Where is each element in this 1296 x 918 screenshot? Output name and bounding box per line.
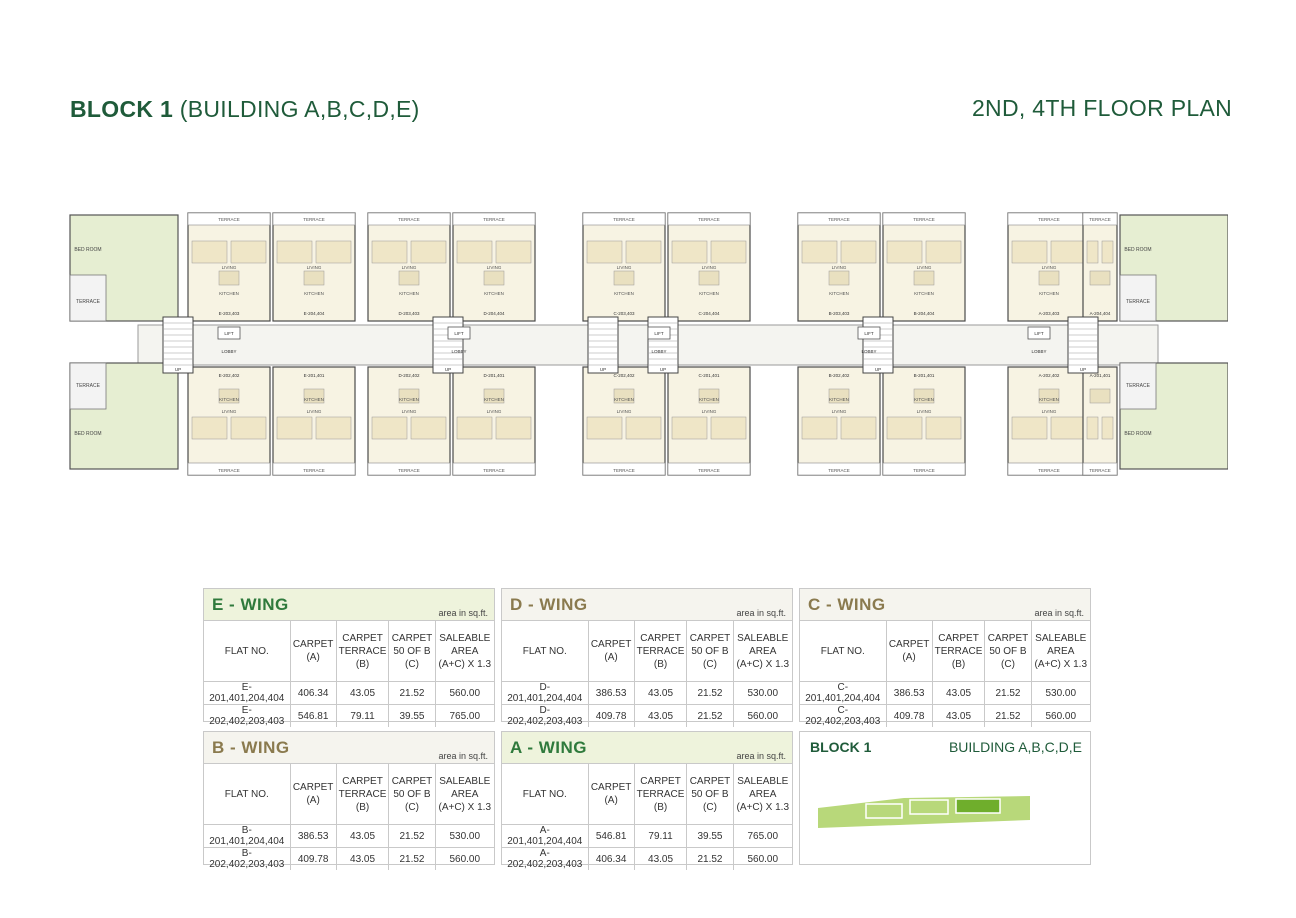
e-wing-table	[203, 588, 495, 727]
column-header: SALEABLE AREA (A+C) X 1.3	[1031, 621, 1090, 682]
wing-title: D - WING	[510, 595, 588, 614]
area-cell: 43.05	[336, 848, 389, 871]
stair-core	[163, 317, 193, 373]
room-label: TERRACE	[303, 217, 325, 222]
unit-label: D-203,403	[398, 311, 420, 316]
room-label: BED ROOM	[74, 247, 102, 253]
room-label: LIVING	[701, 409, 717, 414]
area-cell: 21.52	[687, 848, 733, 871]
area-cell: 21.52	[985, 705, 1031, 728]
room-label: LIVING	[306, 409, 322, 414]
flat-unit	[1008, 367, 1090, 475]
key-plan-block: BLOCK 1	[810, 739, 872, 755]
room-label: KITCHEN	[829, 397, 849, 402]
floor-plan-title: 2ND, 4TH FLOOR PLAN	[971, 95, 1232, 121]
c-wing-table	[799, 588, 1091, 727]
area-cell: 409.78	[886, 705, 932, 728]
area-cell: 530.00	[435, 825, 494, 848]
room-label: KITCHEN	[614, 291, 634, 296]
room-label: KITCHEN	[219, 397, 239, 402]
key-plan-map	[818, 794, 1030, 834]
area-cell: 560.00	[747, 710, 779, 722]
column-header: CARPET 50 OF B (C)	[389, 764, 435, 825]
room-label: LIVING	[616, 409, 632, 414]
room-label: BED ROOM	[74, 431, 102, 437]
flat-unit	[273, 367, 355, 475]
room-label: LIVING	[401, 265, 417, 270]
room-label: KITCHEN	[1039, 291, 1059, 296]
unit-note: area in sq.ft.	[438, 751, 488, 761]
flat-no-cell: D-202,402,203,403	[502, 705, 588, 728]
room-label: KITCHEN	[484, 397, 504, 402]
room-label: TERRACE	[218, 217, 240, 222]
area-cell: 21.52	[687, 682, 733, 705]
room-label: LIVING	[916, 265, 932, 270]
unit-label: C-202,402	[613, 373, 635, 378]
room-label: KITCHEN	[219, 291, 239, 296]
unit-label: B-204,404	[913, 311, 935, 316]
unit-label: E-204,404	[303, 311, 325, 316]
room-label: LIVING	[831, 409, 847, 414]
table-row	[800, 705, 1090, 728]
table-row	[502, 848, 792, 871]
room-label: TERRACE	[398, 468, 420, 473]
flat-unit	[368, 213, 450, 321]
area-cell: 409.78	[588, 705, 634, 728]
room-label: TERRACE	[828, 468, 850, 473]
room-label: TERRACE	[76, 299, 100, 305]
room-label: LIVING	[1041, 265, 1057, 270]
area-cell: 560.00	[1045, 710, 1077, 722]
end-pod	[1120, 363, 1228, 469]
area-cell: 21.52	[389, 848, 435, 871]
flat-no-cell: A-202,402,203,403	[502, 848, 588, 871]
unit-label: D-202,402	[398, 373, 420, 378]
unit-label: D-204,404	[483, 311, 505, 316]
table-row	[502, 705, 792, 728]
wing-title: C - WING	[808, 595, 886, 614]
area-cell: 765.00	[733, 825, 792, 848]
room-label: TERRACE	[913, 217, 935, 222]
room-label: TERRACE	[483, 468, 505, 473]
room-label: LIVING	[916, 409, 932, 414]
room-label: KITCHEN	[699, 291, 719, 296]
unit-label: C-203,403	[613, 311, 635, 316]
area-cell: 560.00	[435, 682, 494, 705]
unit-label: A-202,402	[1038, 373, 1060, 378]
flat-no-cell: E-201,401,204,404	[204, 682, 290, 705]
flat-unit	[1083, 367, 1117, 475]
flat-no-cell: B-202,402,203,403	[204, 848, 290, 871]
column-header: SALEABLE AREA (A+C) X 1.3	[435, 621, 494, 682]
room-label: LIVING	[401, 409, 417, 414]
unit-note: area in sq.ft.	[1034, 608, 1084, 618]
unit-label: A-204,404	[1089, 311, 1111, 316]
block-title: BLOCK 1	[70, 96, 174, 122]
flat-unit	[188, 367, 270, 475]
room-label: KITCHEN	[829, 291, 849, 296]
d-wing-table	[501, 588, 793, 727]
column-header: CARPET (A)	[588, 764, 634, 825]
b-wing-table	[203, 731, 495, 870]
end-pod	[1120, 215, 1228, 321]
area-cell: 43.05	[932, 682, 985, 705]
room-label: LIVING	[616, 265, 632, 270]
column-header: FLAT NO.	[502, 764, 588, 825]
end-pod	[70, 363, 178, 469]
room-label: KITCHEN	[399, 291, 419, 296]
area-cell: 546.81	[290, 705, 336, 728]
flat-no-cell: C-201,401,204,404	[800, 682, 886, 705]
flat-unit	[453, 367, 535, 475]
room-label: LOBBY	[221, 349, 237, 354]
flat-unit	[883, 367, 965, 475]
room-label: TERRACE	[398, 217, 420, 222]
block-subtitle: (BUILDING A,B,C,D,E)	[179, 96, 420, 122]
room-label: TERRACE	[1126, 299, 1150, 305]
stair-core	[648, 317, 678, 373]
column-header: CARPET (A)	[588, 621, 634, 682]
unit-label: B-202,402	[828, 373, 850, 378]
table-row	[204, 705, 494, 728]
unit-label: B-203,403	[828, 311, 850, 316]
room-label: TERRACE	[1038, 217, 1060, 222]
area-cell: 43.05	[336, 825, 389, 848]
area-cell: 409.78	[290, 848, 336, 871]
room-label: LIFT	[224, 331, 234, 336]
room-label: LOBBY	[451, 349, 467, 354]
unit-label: D-201,401	[483, 373, 505, 378]
area-cell: 43.05	[634, 705, 687, 728]
unit-label: C-201,401	[698, 373, 720, 378]
room-label: TERRACE	[1089, 217, 1111, 222]
flat-unit	[368, 367, 450, 475]
room-label: UP	[659, 367, 667, 372]
column-header: CARPET TERRACE (B)	[932, 621, 985, 682]
room-label: TERRACE	[828, 217, 850, 222]
column-header: CARPET TERRACE (B)	[336, 621, 389, 682]
flat-unit	[273, 213, 355, 321]
flat-unit	[1083, 213, 1117, 321]
unit-label: E-201,401	[303, 373, 325, 378]
unit-note: area in sq.ft.	[736, 751, 786, 761]
wing-title: A - WING	[510, 738, 588, 757]
area-cell: 406.34	[290, 682, 336, 705]
room-label: KITCHEN	[304, 291, 324, 296]
unit-note: area in sq.ft.	[438, 608, 488, 618]
room-label: LIFT	[454, 331, 464, 336]
room-label: KITCHEN	[614, 397, 634, 402]
flat-unit	[798, 367, 880, 475]
flat-no-cell: D-201,401,204,404	[502, 682, 588, 705]
column-header: SALEABLE AREA (A+C) X 1.3	[733, 764, 792, 825]
room-label: LIVING	[486, 409, 502, 414]
flat-unit	[583, 367, 665, 475]
area-cell: 406.34	[588, 848, 634, 871]
unit-label: A-203,403	[1038, 311, 1060, 316]
column-header: SALEABLE AREA (A+C) X 1.3	[733, 621, 792, 682]
room-label: LIVING	[701, 265, 717, 270]
room-label: BED ROOM	[1124, 247, 1152, 253]
unit-label: A-201,401	[1089, 373, 1111, 378]
area-cell: 530.00	[1031, 682, 1090, 705]
room-label: UP	[174, 367, 182, 372]
area-cell: 43.05	[634, 682, 687, 705]
stair-core	[588, 317, 618, 373]
flat-unit	[668, 367, 750, 475]
room-label: LOBBY	[1031, 349, 1047, 354]
room-label: UP	[599, 367, 607, 372]
area-cell: 79.11	[634, 825, 687, 848]
flat-unit	[583, 213, 665, 321]
flat-no-cell: C-202,402,203,403	[800, 705, 886, 728]
area-cell: 21.52	[389, 825, 435, 848]
unit-note: area in sq.ft.	[736, 608, 786, 618]
stair-core	[863, 317, 893, 373]
room-label: KITCHEN	[699, 397, 719, 402]
column-header: FLAT NO.	[502, 621, 588, 682]
room-label: UP	[1079, 367, 1087, 372]
room-label: LIVING	[221, 409, 237, 414]
flat-unit	[188, 213, 270, 321]
room-label: TERRACE	[1038, 468, 1060, 473]
column-header: CARPET TERRACE (B)	[634, 621, 687, 682]
area-cell: 386.53	[588, 682, 634, 705]
table-row	[204, 848, 494, 871]
room-label: BED ROOM	[1124, 431, 1152, 437]
column-header: SALEABLE AREA (A+C) X 1.3	[435, 764, 494, 825]
room-label: UP	[874, 367, 882, 372]
room-label: LOBBY	[861, 349, 877, 354]
stair-core	[433, 317, 463, 373]
area-cell: 39.55	[687, 825, 733, 848]
area-cell: 21.52	[687, 705, 733, 728]
area-cell: 43.05	[932, 705, 985, 728]
room-label: TERRACE	[1089, 468, 1111, 473]
room-label: TERRACE	[76, 383, 100, 389]
a-wing-table	[501, 731, 793, 870]
key-plan	[799, 731, 1091, 865]
area-cell: 765.00	[449, 710, 481, 722]
column-header: CARPET (A)	[290, 764, 336, 825]
area-cell: 560.00	[747, 853, 779, 865]
area-cell: 530.00	[733, 682, 792, 705]
area-cell: 79.11	[336, 705, 389, 728]
room-label: TERRACE	[218, 468, 240, 473]
table-row	[204, 825, 494, 848]
room-label: KITCHEN	[399, 397, 419, 402]
area-cell: 43.05	[634, 848, 687, 871]
room-label: KITCHEN	[484, 291, 504, 296]
flat-no-cell: E-202,402,203,403	[204, 705, 290, 728]
area-cell: 21.52	[985, 682, 1031, 705]
column-header: CARPET TERRACE (B)	[634, 764, 687, 825]
flat-unit	[883, 213, 965, 321]
room-label: LIVING	[306, 265, 322, 270]
column-header: FLAT NO.	[204, 764, 290, 825]
room-label: TERRACE	[303, 468, 325, 473]
stair-core	[1068, 317, 1098, 373]
area-cell: 21.52	[389, 682, 435, 705]
room-label: KITCHEN	[1039, 397, 1059, 402]
floor-plan-drawing	[68, 207, 1228, 483]
room-label: KITCHEN	[914, 291, 934, 296]
column-header: CARPET 50 OF B (C)	[389, 621, 435, 682]
area-cell: 43.05	[336, 682, 389, 705]
key-plan-buildings: BUILDING A,B,C,D,E	[948, 739, 1082, 755]
room-label: LIFT	[654, 331, 664, 336]
page-title	[70, 96, 420, 123]
room-label: TERRACE	[698, 217, 720, 222]
area-cell: 386.53	[290, 825, 336, 848]
column-header: CARPET 50 OF B (C)	[687, 621, 733, 682]
flat-unit	[798, 213, 880, 321]
column-header: FLAT NO.	[800, 621, 886, 682]
table-row	[204, 682, 494, 705]
column-header: CARPET 50 OF B (C)	[687, 764, 733, 825]
wing-title: E - WING	[212, 595, 289, 614]
flat-no-cell: A-201,401,204,404	[502, 825, 588, 848]
room-label: LIVING	[831, 265, 847, 270]
room-label: TERRACE	[698, 468, 720, 473]
room-label: TERRACE	[1126, 383, 1150, 389]
area-cell: 560.00	[449, 853, 481, 865]
area-cell: 386.53	[886, 682, 932, 705]
room-label: TERRACE	[913, 468, 935, 473]
area-cell: 39.55	[389, 705, 435, 728]
room-label: LIVING	[486, 265, 502, 270]
room-label: LIFT	[864, 331, 874, 336]
column-header: CARPET (A)	[290, 621, 336, 682]
area-cell: 546.81	[588, 825, 634, 848]
room-label: UP	[444, 367, 452, 372]
unit-label: B-201,401	[913, 373, 935, 378]
room-label: LIVING	[1041, 409, 1057, 414]
flat-no-cell: B-201,401,204,404	[204, 825, 290, 848]
table-row	[800, 682, 1090, 705]
column-header: CARPET (A)	[886, 621, 932, 682]
room-label: KITCHEN	[914, 397, 934, 402]
room-label: TERRACE	[613, 217, 635, 222]
flat-unit	[668, 213, 750, 321]
flat-unit	[1008, 213, 1090, 321]
room-label: LIVING	[221, 265, 237, 270]
unit-label: C-204,404	[698, 311, 720, 316]
column-header: CARPET 50 OF B (C)	[985, 621, 1031, 682]
room-label: KITCHEN	[304, 397, 324, 402]
table-row	[502, 682, 792, 705]
end-pod	[70, 215, 178, 321]
flat-unit	[453, 213, 535, 321]
table-row	[502, 825, 792, 848]
room-label: TERRACE	[613, 468, 635, 473]
room-label: LIFT	[1034, 331, 1044, 336]
column-header: FLAT NO.	[204, 621, 290, 682]
wing-title: B - WING	[212, 738, 290, 757]
unit-label: E-203,403	[218, 311, 240, 316]
room-label: TERRACE	[483, 217, 505, 222]
column-header: CARPET TERRACE (B)	[336, 764, 389, 825]
room-label: LOBBY	[651, 349, 667, 354]
unit-label: E-202,402	[218, 373, 240, 378]
